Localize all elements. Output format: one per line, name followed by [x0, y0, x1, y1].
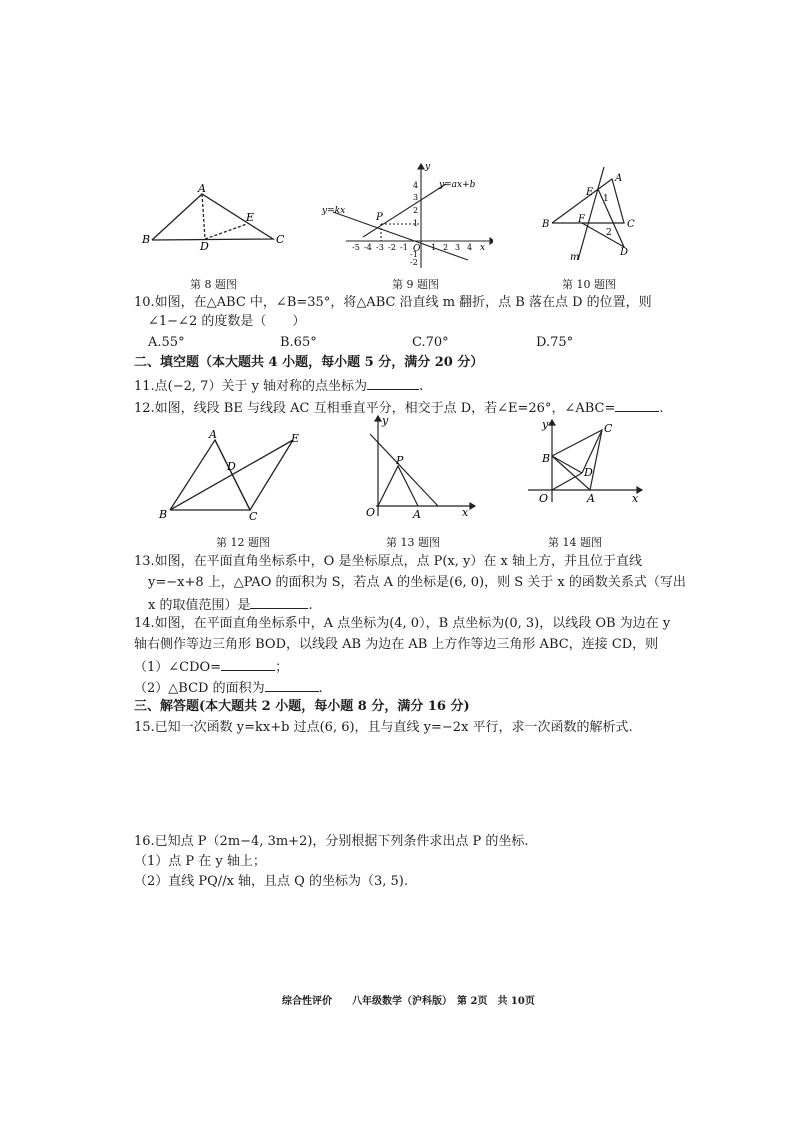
- q15: 15.已知一次函数 y=kx+b 过点(6, 6)，且与直线 y=−2x 平行，求一次函数的解析式.: [134, 720, 633, 735]
- figure-8-caption: 第 8 题图: [190, 278, 237, 291]
- q10-option-d: D.75°: [536, 335, 574, 350]
- label-c: C: [604, 422, 613, 435]
- label-b: B: [142, 233, 151, 246]
- label-a: A: [413, 508, 421, 521]
- q13-line3-text: x 的取值范围）是: [148, 598, 251, 613]
- figure-10: [540, 165, 650, 265]
- label-o: O: [539, 492, 549, 505]
- figure-10-caption: 第 10 题图: [562, 278, 616, 291]
- q13-answer-blank[interactable]: [250, 595, 308, 609]
- q11-answer-blank[interactable]: [367, 376, 419, 390]
- segment-de: [205, 224, 247, 239]
- segment-bd: [552, 456, 582, 473]
- label-e: E: [291, 432, 300, 445]
- label-b: B: [542, 219, 550, 230]
- ytick: -1: [410, 250, 418, 259]
- label-b: B: [159, 508, 168, 521]
- label-b: B: [542, 452, 551, 465]
- q14-sub2-answer-blank[interactable]: [265, 678, 319, 692]
- q14-sub1-text: （1）∠CDO=: [134, 660, 222, 675]
- q16-line1: 16.已知点 P（2m−4, 3m+2)，分别根据下列条件求出点 P 的坐标.: [134, 834, 529, 849]
- label-c: C: [276, 233, 285, 246]
- q13-line1: 13.如图，在平面直角坐标系中，O 是坐标原点，点 P(x, y）在 x 轴上方，并且位于直线: [134, 554, 642, 569]
- section-2-heading: 二、填空题（本大题共 4 小题，每小题 5 分，满分 20 分）: [134, 355, 484, 370]
- q14-sub1-answer-blank[interactable]: [221, 657, 275, 671]
- figure-12: [155, 428, 315, 523]
- q14-sub2: [134, 678, 323, 698]
- q13-line2: y=−x+8 上，△PAO 的面积为 S，若点 A 的坐标是(6, 0)，则 S 关于 x 的函数关系式（写出: [148, 575, 686, 590]
- triangle-pao: [378, 466, 418, 506]
- q10-line1: 10.如图，在△ABC 中，∠B=35°，将△ABC 沿直线 m 翻折，点 B 落在点 D 的位置，则: [134, 295, 652, 310]
- q13-line3: [148, 595, 313, 615]
- figure-14: [520, 418, 650, 513]
- q14-sub1-end: ；: [275, 660, 289, 675]
- q14-sub1: [134, 657, 288, 677]
- ytick: 1: [413, 219, 419, 228]
- q14-line1: 14.如图，在平面直角坐标系中，A 点坐标为(4, 0），B 点坐标为(0, 3)，以线段 OB 为边在 y: [134, 616, 671, 631]
- q14-line2: 轴右侧作等边三角形 BOD，以线段 AB 为边在 AB 上方作等边三角形 ABC，连接 CD，则: [134, 637, 659, 652]
- xtick: 3: [455, 243, 461, 252]
- label-p: P: [396, 454, 404, 467]
- q14-sub2-end: .: [318, 681, 323, 696]
- figure-8: [140, 180, 290, 255]
- label-line-kx: y=kx: [322, 206, 346, 216]
- q10-option-c: C.70°: [412, 335, 449, 350]
- line-y-kx: [333, 212, 468, 260]
- q11-end: .: [419, 379, 424, 394]
- triangle-abc: [552, 179, 624, 223]
- label-x: x: [480, 243, 486, 253]
- q11: [134, 376, 423, 396]
- label-x: x: [462, 506, 469, 519]
- figure-12-caption: 第 12 题图: [216, 536, 270, 549]
- segment-od: [552, 473, 582, 490]
- label-e: E: [246, 211, 255, 224]
- xtick: 4: [467, 243, 473, 252]
- q10-line2: ∠1−∠2 的度数是（ ）: [148, 314, 306, 329]
- ytick: 4: [413, 181, 419, 190]
- label-y: y: [425, 162, 431, 172]
- figure-9-caption: 第 9 题图: [392, 278, 439, 291]
- ytick: 2: [413, 206, 419, 215]
- label-x: x: [632, 492, 639, 505]
- label-c: C: [249, 510, 258, 523]
- xtick: -1: [400, 243, 408, 252]
- q12-answer-blank[interactable]: [615, 398, 659, 412]
- label-d: D: [620, 247, 629, 258]
- label-line-ax-b: y=ax+b: [439, 180, 476, 190]
- q11-text: 11.点(−2, 7）关于 y 轴对称的点坐标为: [134, 379, 368, 394]
- ytick: -2: [410, 258, 418, 267]
- q13-end: .: [308, 598, 313, 613]
- label-a: A: [615, 173, 623, 184]
- line-y-neg-x-8: [370, 434, 438, 506]
- label-e: E: [586, 187, 594, 198]
- segment-ad: [202, 194, 205, 239]
- label-y: y: [542, 418, 549, 431]
- page-footer: 综合性评价 八年级数学（沪科版） 第 2页 共 10页: [282, 996, 535, 1007]
- label-d: D: [200, 240, 209, 253]
- label-m: m: [570, 252, 580, 263]
- xtick: -4: [364, 243, 372, 252]
- triangle-abc: [152, 194, 273, 240]
- line-y-ax-b: [363, 184, 446, 237]
- q12-end: .: [659, 401, 664, 416]
- figure-13-caption: 第 13 题图: [386, 536, 440, 549]
- section-3-heading: 三、解答题(本大题共 2 小题，每小题 8 分，满分 16 分): [134, 699, 470, 714]
- label-d: D: [227, 460, 236, 473]
- q16-sub1: （1）点 P 在 y 轴上；: [134, 854, 266, 869]
- label-f: F: [578, 214, 585, 225]
- label-angle-2: 2: [606, 228, 612, 238]
- xtick: -5: [352, 243, 360, 252]
- figure-9: [318, 160, 493, 270]
- label-a: A: [198, 182, 206, 195]
- xtick: 1: [431, 243, 437, 252]
- label-a: A: [587, 492, 595, 505]
- q16-sub2: （2）直线 PQ//x 轴，且点 Q 的坐标为（3, 5).: [134, 874, 408, 889]
- label-d: D: [584, 466, 593, 479]
- figure-14-caption: 第 14 题图: [548, 536, 602, 549]
- xtick: -2: [388, 243, 396, 252]
- q12-text: 12.如图，线段 BE 与线段 AC 互相垂直平分，相交于点 D，若∠E=26°，∠ABC=: [134, 401, 616, 416]
- label-o: O: [366, 506, 376, 519]
- label-y: y: [382, 414, 389, 427]
- quadrilateral: [170, 440, 293, 510]
- figure-13: [358, 412, 476, 524]
- label-c: C: [627, 219, 635, 230]
- ytick: 3: [413, 193, 419, 202]
- label-p: P: [376, 212, 383, 223]
- q10-option-b: B.65°: [280, 335, 317, 350]
- label-angle-1: 1: [603, 194, 609, 204]
- xtick: -3: [376, 243, 384, 252]
- label-origin: O: [413, 244, 421, 254]
- q10-option-a: A.55°: [148, 335, 185, 350]
- q14-sub2-text: （2）△BCD 的面积为: [134, 681, 265, 696]
- xtick: 2: [443, 243, 449, 252]
- label-a: A: [209, 428, 217, 441]
